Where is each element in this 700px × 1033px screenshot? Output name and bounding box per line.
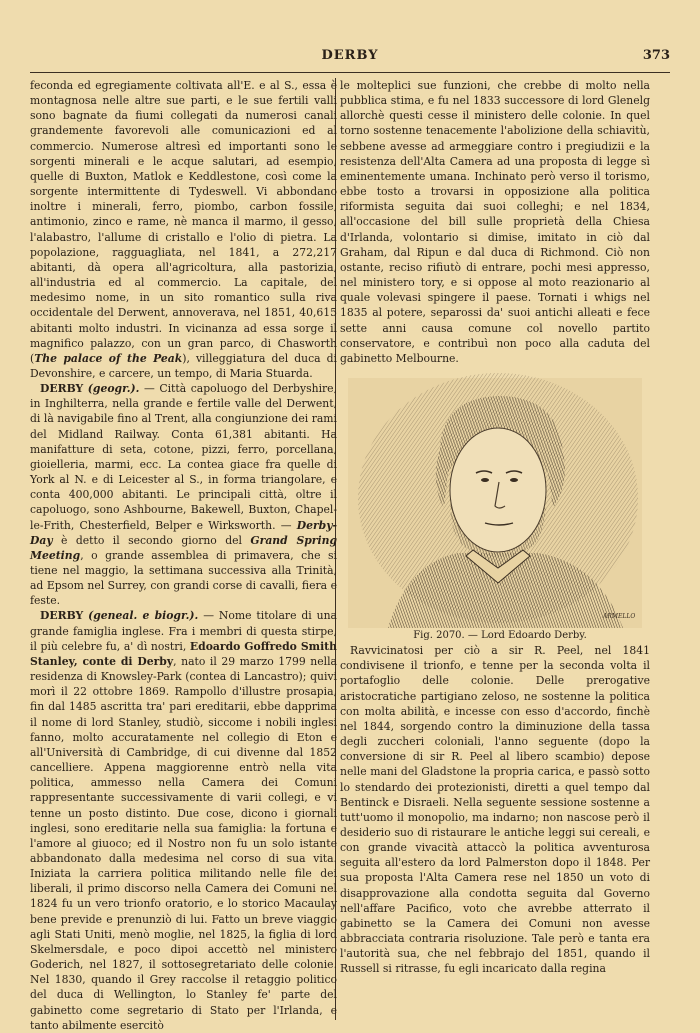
engraver-signature: ARMELLO [603,612,636,620]
paragraph-derbyshire-cont [30,78,337,381]
text-run: — Città capoluogo del Derbyshire, in Inghilterra, nella grande e fertile valle del Derwent, di là navigabile fino al Trent, alla congiunzione dei rami del Midland Railway. Conta 61,381 abitanti. Ha manifatture di seta, cotone, pizzi, ferro, porcellana, gioielleria, marmi, ecc. La contea giace fra quelle di York al N. e di Leicester al S., in forma triangolare, e conta 400,000 abitanti. Le principali città, oltre il capoluogo, sono Ashbourne, Bakewell, Buxton, Chapel-le-Frith, Chesterfield, Belper e Wirksworth. — [30,382,337,532]
portrait-figure [348,378,642,628]
paragraph-peel: Ravvicinatosi per ciò a sir R. Peel, nel 1841 condivisene il trionfo, e tenne per la seconda volta il portafoglio delle colonie. Delle prerogative aristocratiche partigiano zeloso, ne sostenne la politica con molta abilità, e incesse con esso d'accordo, finchè nel 1844, sorgendo contro la diminuzione della tassa degli zuccheri coloniali, l'anno seguente (dopo la conversione di sir R. Peel al libero scambio) depose nelle mani del Gladstone la propria carica, e passò sotto lo stendardo dei protezionisti, diretti a quel tempo dal Bentinck e Disraeli. Nella seguente sessione sostenne a tutt'uomo il monopolio, ma indarno; non nascose però il desiderio suo di ristaurare le antiche leggi sui cereali, e con grande vivacità attaccò la politica avventurosa seguita all'estero da lord Palmerston dopo il 1848. Per sua proposta l'Alta Camera rese nel 1850 un voto di disapprovazione alla condotta seguita dal Governo nell'affare Pacifico, voto che avrebbe atterrato il gabinetto se la Camera dei Comuni non avesse abbracciata contraria risoluzione. Tale però e tanta era l'autorità sua, che nel febbrajo del 1851, quando il Russell si ritrasse, fu egli incaricato dalla regina [340,644,650,976]
running-header [30,46,670,68]
entry-headword: DERBY [40,382,84,396]
italic-run: Derby-Day [30,518,337,547]
entry-tag: (geneal. e biogr.). [88,609,199,623]
figure-caption: Fig. 2070. — Lord Edoardo Derby. [413,629,587,641]
italic-run: Grand Spring Meeting [30,533,337,562]
header-rule [30,72,670,73]
entry-derby-geneal [30,608,337,1032]
paragraph-continuation: le molteplici sue funzioni, che crebbe di molto nella pubblica stima, e fu nel 1833 successore di lord Glenelg allorchè questi cesse il ministero delle colonie. In quel torno sostenne tenacemente l'abolizione della schiavitù, sebbene avesse ad armeggiare contro i pregiudizii e la resistenza dell'Alta Camera ad una proposta di legge sì eminentemente umana. Inchinato però verso il torismo, ebbe tosto a trovarsi in opposizione alla politica riformista seguita dai suoi colleghi; e nel 1834, all'occasione del bill sulle proprietà della Chiesa d'Irlanda, volontario si dimise, imitato in ciò dal Graham, dal Ripun e dal duca di Richmond. Ciò non ostante, reciso rifiutò di entrare, pochi mesi appresso, nel ministero tory, e si oppose al moto reazionario al quale volevasi spingere il paese. Tornati i whigs nel 1835 al potere, separossi da' suoi antichi alleati e fece sette anni causa comune col novello partito conservatore, e contribuì non poco alla caduta del gabinetto Melbourne. [340,79,650,365]
entry-tag: (geogr.). [87,382,140,396]
right-column [340,78,650,1018]
left-column [30,78,338,1032]
text-run: , nato il 29 marzo 1799 nella residenza di Knowsley-Park (contea di Lancastro); quivi morì il 22 ottobre 1869. Rampollo d'illustre prosapia, fin dal 1485 ascritta tra' pari ereditarii, ebbe dapprima il nome di lord Stanley, studiò, siccome i nobili inglesi fanno, molto accuratamente nel collegio di Eton e all'Università di Cambridge, di cui divenne dal 1852 cancelliere. Appena maggiorenne entrò nella vita politica, ammesso nella Camera dei Comuni rappresentante successivamente di varii collegi, e vi tenne un posto distinto. Due cose, dicono i giornali inglesi, sono ereditarie nella sua famiglia: la fortuna e l'amore al giuoco; ed il Nostro non fu un solo istante abbandonato dalla medesima nel corso di sua vita. Iniziata la carriera politica militando nelle file dei liberali, il primo discorso nella Camera dei Comuni nel 1824 fu un vero trionfo oratorio, e lo storico Macaulay bene previde e prenunziò di lui. Fatto un breve viaggio agli Stati Uniti, menò moglie, nel 1825, la figlia di lord Skelmersdale, e poco dipoi accettò nel ministero Goderich, nel 1827, il sottosegretariato delle colonie. Nel 1830, quando il Grey raccolse il retaggio politico del duca di Wellington, lo Stanley fe' parte del gabinetto come segretario di Stato per l'Irlanda, e tanto abilmente esercitò [30,654,337,1032]
bold-name: Edoardo Goffredo Smith Stanley, conte di Derby [30,639,338,668]
page-number: 373 [642,48,670,63]
text-run: è detto il secondo giorno del [52,533,251,547]
text-run: — Nome titolare di una grande famiglia inglese. Fra i membri di questa stirpe, il più celebre fu, a' dì nostri, [30,609,337,653]
text-run: feconda ed egregiamente coltivata all'E. e al S., essa è montagnosa nelle altre sue parti, e le sue fertili valli sono bagnate da fiumi collegati da numerosi canali grandemente favorevoli alle comunicazioni ed al commercio. Numerose altresì ed importanti sono le sorgenti minerali e le acque salutari, ad esempio, quelle di Buxton, Matlok e Keddlestone, così come la sorgente intermittente di Tydeswell. Vi abbondano inoltre i minerali, ferro, piombo, carbon fossile, antimonio, zinco e rame, nè manca il marmo, il gesso, l'alabastro, l'allume di cristallo e l'olio di pietra. La popolazione, ragguagliata, nel 1841, a 272,217 abitanti, dà opera all'agricoltura, alla pastorizia, all'industria ed al commercio. La capitale, del medesimo nome, in un sito romantico sulla riva occidentale del Derwent, annoverava, nel 1851, 40,615 abitanti molto industri. In vicinanza ad essa sorge il magnifico palazzo, con un gran parco, di Chasworth ( [30,79,337,365]
text-run: , o grande assemblea di primavera, che si tiene nel maggio, la settimana successiva alla Trinità, ad Epsom nel Surrey, con grandi corse di cavalli, fiera e feste. [30,548,337,608]
portrait-engraving [348,378,642,628]
text-run: ), villeggiatura del duca di Devonshire, e carcere, un tempo, di Maria Stuarda. [30,351,337,380]
entry-derby-geogr [30,381,337,608]
entry-headword: DERBY [40,609,84,623]
italic-run: The palace of the Peak [34,351,183,365]
running-title: DERBY [321,48,379,63]
